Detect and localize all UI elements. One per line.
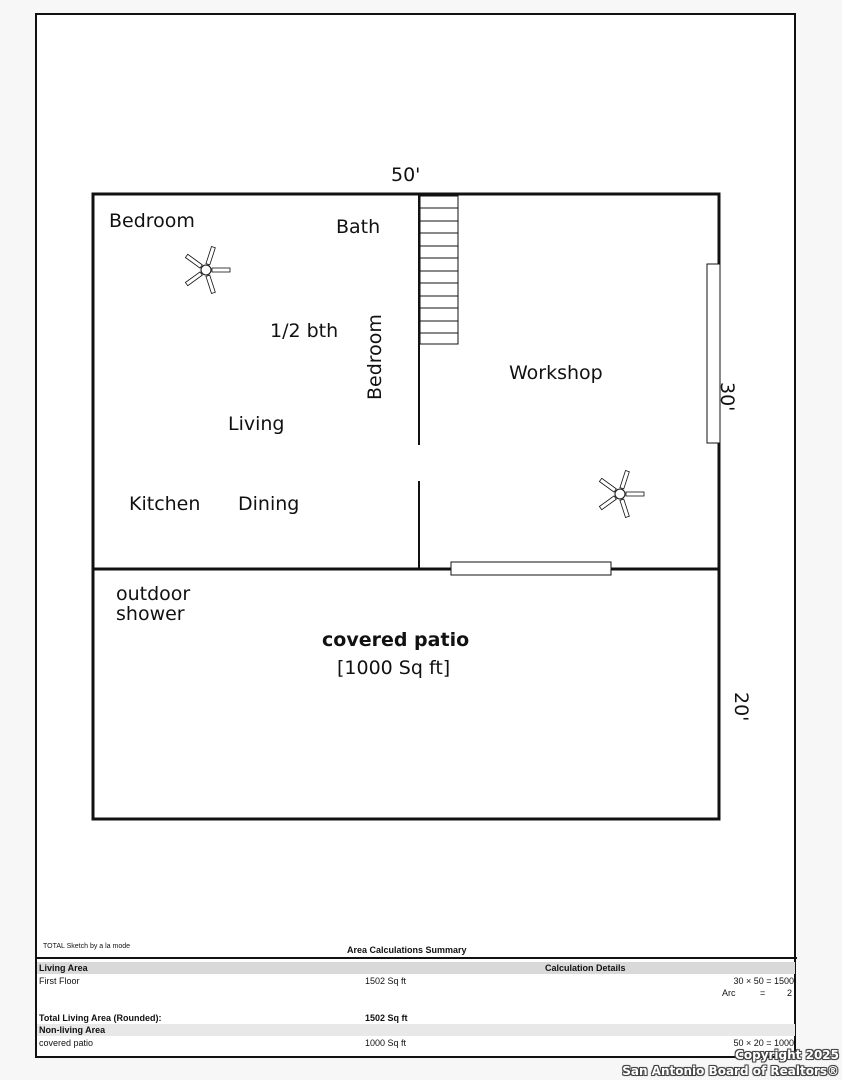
first-floor-label: First Floor bbox=[39, 976, 80, 986]
covered-patio-area: 1000 Sq ft bbox=[365, 1038, 407, 1048]
ceiling-fan-icon bbox=[599, 471, 644, 518]
total-living-value: 1502 Sq ft bbox=[365, 1013, 408, 1023]
staircase-icon bbox=[420, 196, 458, 344]
dimension-right-lower: 20' bbox=[730, 692, 752, 722]
living-area-header: Living Area bbox=[39, 963, 88, 973]
board-watermark: San Antonio Board of Realtors® bbox=[622, 1064, 839, 1078]
room-label-dining: Dining bbox=[238, 493, 300, 515]
summary-divider bbox=[37, 957, 797, 959]
arc-label: Arc bbox=[722, 988, 736, 998]
room-label-bedroom: Bedroom bbox=[109, 210, 195, 232]
nonliving-header: Non-living Area bbox=[39, 1025, 106, 1035]
window-icon bbox=[451, 562, 611, 575]
summary-title: Area Calculations Summary bbox=[347, 945, 467, 955]
room-label-outdoor: outdoor bbox=[116, 583, 191, 605]
covered-patio-label: covered patio bbox=[39, 1038, 94, 1048]
dimension-top: 50' bbox=[391, 164, 421, 186]
room-label-covered-patio: covered patio bbox=[322, 629, 470, 651]
calc-details-header: Calculation Details bbox=[545, 963, 626, 973]
living-area-header-band bbox=[37, 962, 795, 974]
software-credit: TOTAL Sketch by a la mode bbox=[43, 943, 131, 950]
arc-equals: = bbox=[760, 988, 766, 998]
room-label-bedroom-2: Bedroom bbox=[364, 314, 386, 400]
total-living-label: Total Living Area (Rounded): bbox=[39, 1013, 162, 1023]
window-icon bbox=[707, 264, 720, 443]
patio-area-label: [1000 Sq ft] bbox=[337, 657, 451, 679]
first-floor-area: 1502 Sq ft bbox=[365, 976, 407, 986]
room-label-shower: shower bbox=[116, 603, 185, 625]
nonliving-header-band bbox=[37, 1024, 795, 1036]
ceiling-fan-icon bbox=[185, 247, 230, 294]
room-label-bath: Bath bbox=[336, 216, 381, 238]
room-label-kitchen: Kitchen bbox=[129, 493, 201, 515]
copyright-watermark: Copyright 2025 bbox=[735, 1048, 839, 1062]
room-label-half-bath: 1/2 bth bbox=[270, 320, 339, 342]
room-label-living: Living bbox=[228, 413, 285, 435]
room-label-workshop: Workshop bbox=[509, 362, 603, 384]
dimension-right-upper: 30' bbox=[716, 382, 738, 412]
covered-patio-calc: 50 × 20 = 1000 bbox=[733, 1038, 794, 1048]
first-floor-calc-1: 30 × 50 = 1500 bbox=[733, 976, 794, 986]
arc-value: 2 bbox=[787, 988, 793, 998]
